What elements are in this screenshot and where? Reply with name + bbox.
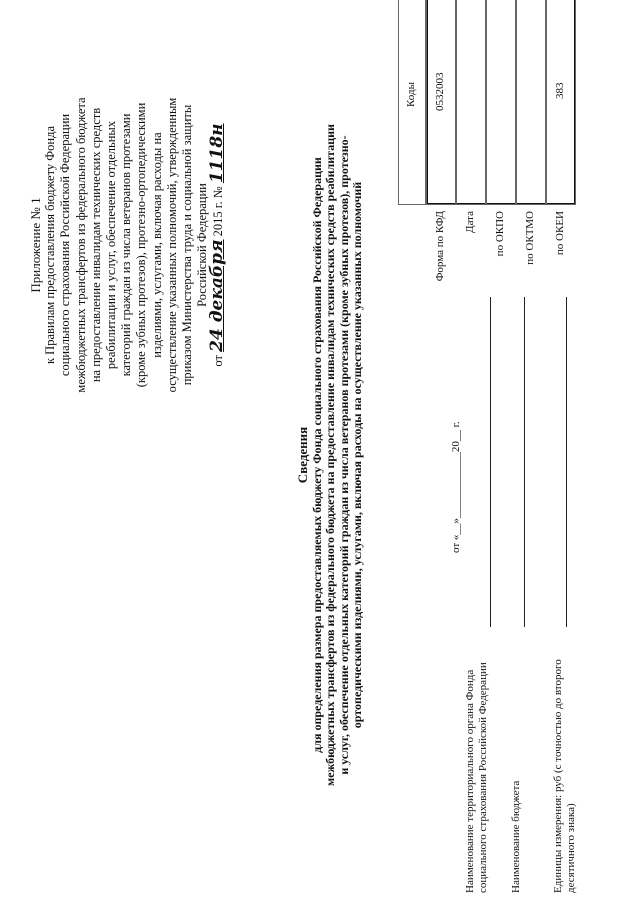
heading-line: межбюджетных трансфертов из федерального бюджета на предоставление инвалидам технических средств реабилитации [323, 124, 338, 786]
field-territorial-organ-underline[interactable] [490, 297, 491, 627]
code-label-date: Дата [464, 211, 476, 233]
appendix-block [28, 45, 227, 445]
report-heading [296, 45, 365, 865]
appendix-line: Российской Федерации [195, 183, 210, 307]
code-label-okei: по ОКЕИ [554, 211, 566, 256]
codes-row-okei [546, 0, 576, 205]
appendix-line: межбюджетных трансфертов из федерального бюджета [73, 97, 88, 393]
order-year: 2015 г. № [211, 186, 226, 237]
appendix-title: Приложение № 1 [28, 197, 43, 293]
code-value-okei: 383 [554, 82, 566, 99]
heading-title: Сведения [295, 426, 310, 484]
appendix-line: категорий граждан из числа ветеранов протезами [119, 113, 134, 377]
order-prefix: от [211, 355, 226, 367]
code-label-oktmo: по ОКТМО [524, 211, 536, 265]
codes-header: Коды [405, 82, 417, 107]
appendix-line: социального страхования Российской Федерации [58, 113, 73, 377]
field-units: Единицы измерения: руб (с точностью до второго десятичного знака) [552, 659, 577, 893]
appendix-line: к Правилам предоставления бюджету Фонда [43, 126, 58, 365]
report-date-line: от «__»____________20__ г. [450, 421, 462, 553]
field-units-underline[interactable] [566, 297, 567, 627]
appendix-line: на предоставление инвалидам технических средств [88, 107, 103, 383]
field-budget-name: Наименование бюджета [510, 780, 522, 893]
field-budget-name-underline[interactable] [524, 297, 525, 627]
codes-row-date [456, 0, 486, 205]
appendix-line: приказом Министерства труда и социальной защиты [180, 104, 195, 386]
field-territorial-organ: Наименование территориального органа Фонда социального страхования Российской Федерации [464, 662, 489, 893]
appendix-line: реабилитации и услуг, обеспечение отдельных [104, 120, 119, 370]
order-number-handwritten: 1118н [207, 123, 228, 184]
order-date-handwritten: 24 декабря [207, 239, 228, 352]
heading-line: и услуг, обеспечение отдельных категорий граждан из числа ветеранов протезами (кроме зубных протезов), протезно- [336, 135, 351, 775]
appendix-line: осуществление указанных полномочий, утвержденным [164, 97, 179, 393]
order-line [207, 45, 228, 445]
code-value-kfd: 0532003 [434, 72, 446, 111]
appendix-line: (кроме зубных протезов), протезно-ортопедическими [134, 102, 149, 388]
appendix-line: изделиями, услугами, включая расходы на [149, 132, 164, 358]
code-label-kfd: Форма по КФД [434, 211, 446, 282]
codes-row-oktmo [516, 0, 546, 205]
code-label-okpo: по ОКПО [494, 211, 506, 257]
codes-row-okpo [486, 0, 516, 205]
heading-line: для определения размера предоставляемых бюджету Фонда социального страхования Российской Федерации [309, 157, 324, 753]
heading-line: ортопедическими изделиями, услугами, включая расходы на осуществление указанных полномочий [350, 181, 365, 729]
